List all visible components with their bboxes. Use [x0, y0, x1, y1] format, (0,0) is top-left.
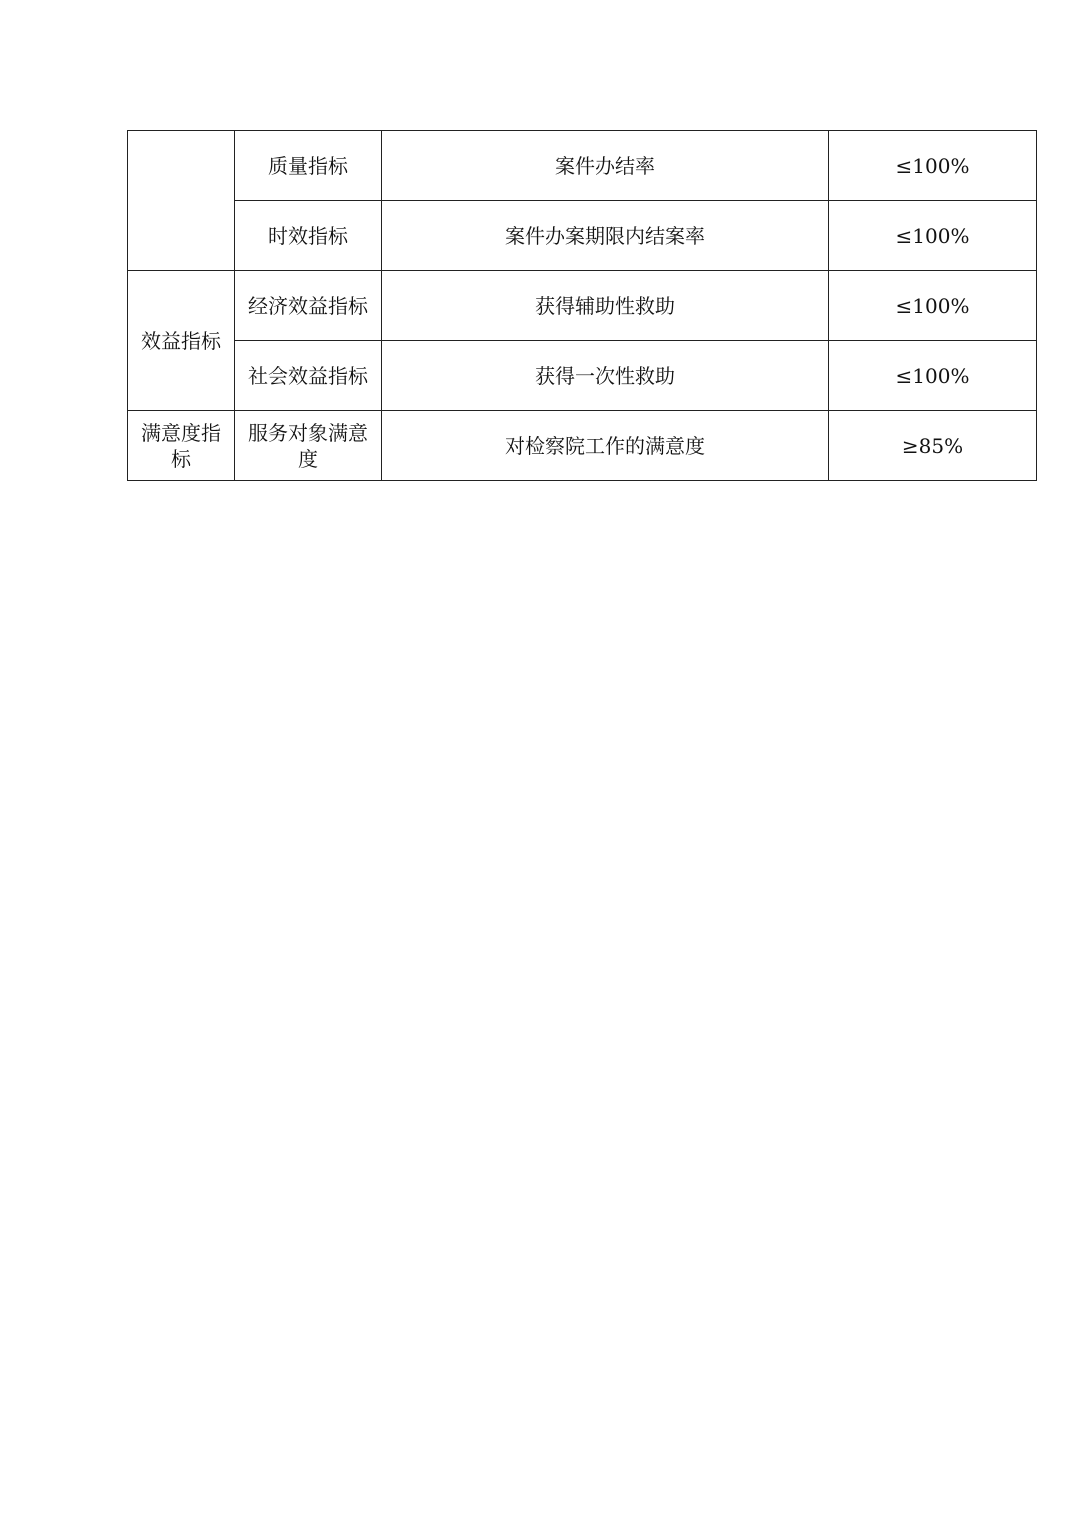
- target-value-cell: ≥85%: [829, 411, 1037, 481]
- subcategory-cell: 经济效益指标: [235, 271, 382, 341]
- subcategory-cell: 服务对象满意度: [235, 411, 382, 481]
- target-value-cell: ≤100%: [829, 271, 1037, 341]
- table-row: [128, 201, 1037, 271]
- subcategory-cell: 社会效益指标: [235, 341, 382, 411]
- target-value-cell: ≤100%: [829, 131, 1037, 201]
- indicator-cell: 对检察院工作的满意度: [382, 411, 829, 481]
- category-cell: 效益指标: [128, 271, 235, 411]
- target-value-cell: ≤100%: [829, 341, 1037, 411]
- table-row: [128, 341, 1037, 411]
- subcategory-cell: 时效指标: [235, 201, 382, 271]
- subcategory-cell: 质量指标: [235, 131, 382, 201]
- indicator-cell: 获得一次性救助: [382, 341, 829, 411]
- table-row: [128, 411, 1037, 481]
- indicator-cell: 案件办结率: [382, 131, 829, 201]
- indicator-cell: 获得辅助性救助: [382, 271, 829, 341]
- table-row: [128, 271, 1037, 341]
- performance-indicator-table: [127, 130, 1037, 481]
- target-value-cell: ≤100%: [829, 201, 1037, 271]
- table-row: [128, 131, 1037, 201]
- category-cell: 满意度指标: [128, 411, 235, 481]
- indicator-cell: 案件办案期限内结案率: [382, 201, 829, 271]
- category-cell: [128, 131, 235, 271]
